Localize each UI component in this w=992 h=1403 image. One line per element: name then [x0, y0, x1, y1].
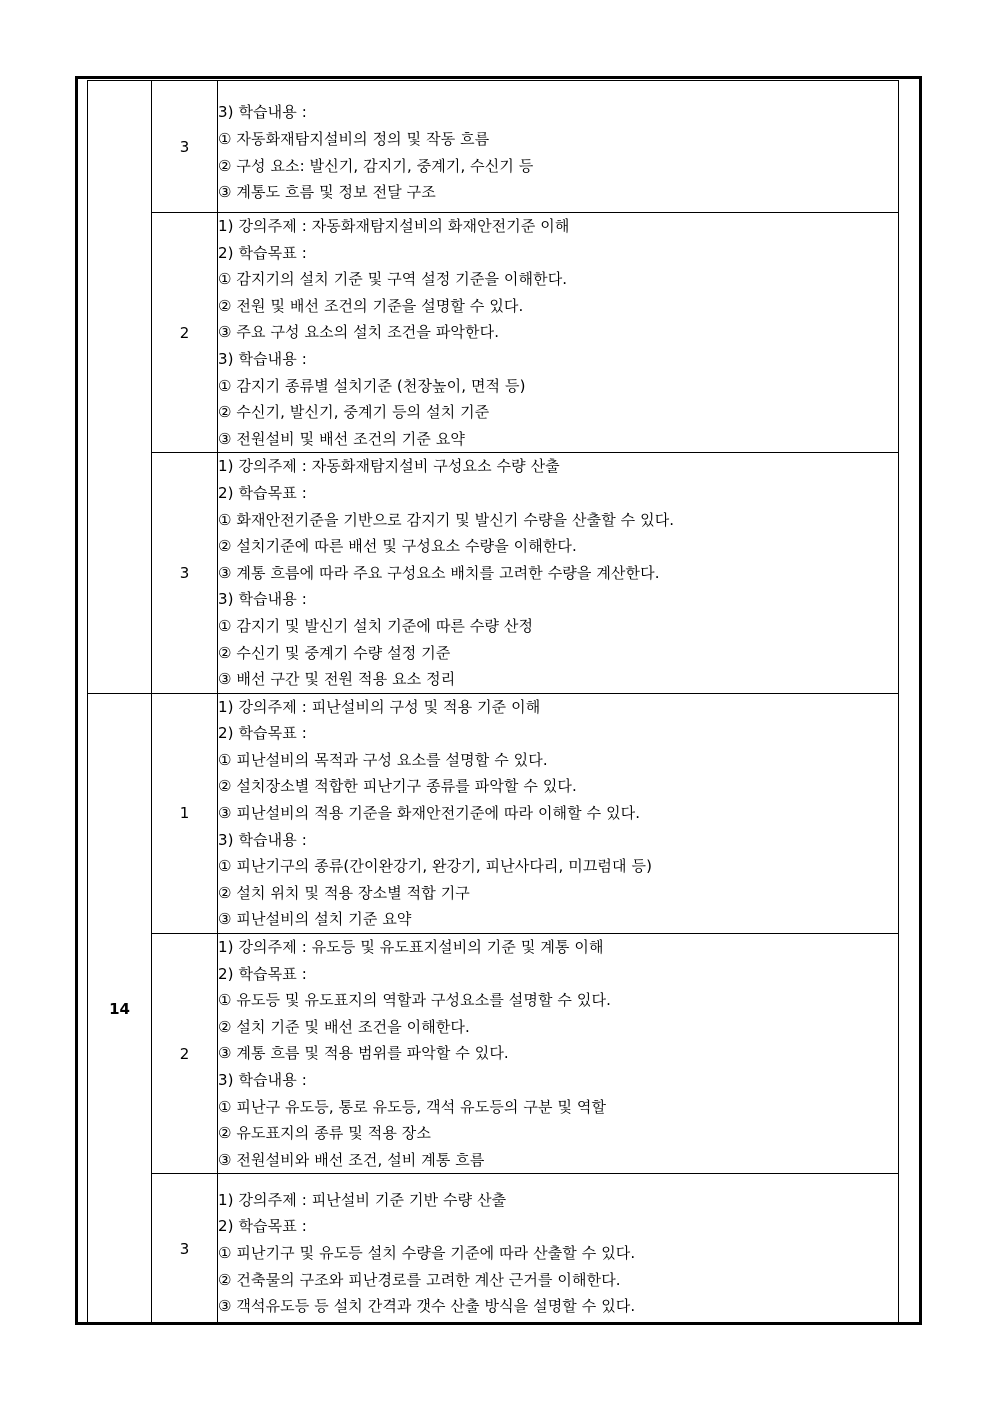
session-row — [88, 1174, 899, 1325]
content-line: ① 화재안전기준을 기반으로 감지기 및 발신기 수량을 산출할 수 있다. — [218, 510, 675, 529]
content-line: 3) 학습내용 : — [218, 830, 307, 849]
session-content — [218, 693, 899, 933]
content-line: ③ 계통 흐름 및 적용 범위를 파악할 수 있다. — [218, 1044, 509, 1063]
content-line: 1) 강의주제 : 자동화재탐지설비의 화재안전기준 이해 — [218, 217, 570, 235]
content-line: 2) 학습목표 : — [218, 724, 307, 743]
content-line: ③ 전원설비 및 배선 조건의 기준 요약 — [218, 429, 466, 448]
session-number: 2 — [152, 934, 218, 1174]
content-line: ② 전원 및 배선 조건의 기준을 설명할 수 있다. — [218, 296, 524, 315]
content-line: ③ 전원설비와 배선 조건, 설비 계통 흐름 — [218, 1150, 485, 1169]
content-line: ③ 계통 흐름에 따라 주요 구성요소 배치를 고려한 수량을 계산한다. — [218, 563, 660, 582]
content-line: ② 수신기, 발신기, 중계기 등의 설치 기준 — [218, 403, 490, 422]
content-line: ③ 주요 구성 요소의 설치 조건을 파악한다. — [218, 323, 500, 342]
content-line: ① 유도등 및 유도표지의 역할과 구성요소를 설명할 수 있다. — [218, 991, 611, 1010]
session-row — [88, 81, 899, 213]
session-row — [88, 934, 899, 1174]
content-line: ① 피난설비의 목적과 구성 요소를 설명할 수 있다. — [218, 750, 548, 769]
content-line: ① 자동화재탐지설비의 정의 및 작동 흐름 — [218, 129, 490, 148]
session-content — [218, 453, 899, 693]
week-number: 14 — [88, 693, 152, 1325]
content-line: ③ 계통도 흐름 및 정보 전달 구조 — [218, 183, 436, 202]
content-line: 1) 강의주제 : 자동화재탐지설비 구성요소 수량 산출 — [218, 457, 560, 476]
content-line: ③ 객석유도등 등 설치 간격과 갯수 산출 방식을 설명할 수 있다. — [218, 1297, 636, 1316]
content-line: 3) 학습내용 : — [218, 1071, 307, 1089]
session-number: 3 — [152, 453, 218, 693]
content-line: ① 감지기의 설치 기준 및 구역 설정 기준을 이해한다. — [218, 270, 568, 289]
session-content — [218, 1174, 899, 1325]
content-line: 1) 강의주제 : 피난설비의 구성 및 적용 기준 이해 — [218, 697, 541, 716]
content-line: 2) 학습목표 : — [218, 964, 307, 983]
session-content — [218, 934, 899, 1174]
session-number: 2 — [152, 213, 218, 453]
content-line: ② 유도표지의 종류 및 적용 장소 — [218, 1124, 431, 1143]
session-content — [218, 81, 899, 213]
content-line: ② 설치 위치 및 적용 장소별 적합 기구 — [218, 883, 470, 902]
content-line: ① 피난기구의 종류(간이완강기, 완강기, 피난사다리, 미끄럼대 등) — [218, 857, 653, 876]
content-line: 1) 강의주제 : 유도등 및 유도표지설비의 기준 및 계통 이해 — [218, 938, 604, 957]
content-line: 1) 강의주제 : 피난설비 기준 기반 수량 산출 — [218, 1190, 507, 1209]
session-row — [88, 213, 899, 453]
content-line: ① 감지기 및 발신기 설치 기준에 따른 수량 산정 — [218, 616, 534, 635]
session-number: 1 — [152, 693, 218, 933]
content-line: ② 수신기 및 중계기 수량 설정 기준 — [218, 643, 451, 662]
content-line: 2) 학습목표 : — [218, 243, 307, 262]
content-line: ② 구성 요소: 발신기, 감지기, 중계기, 수신기 등 — [218, 156, 534, 175]
content-line: 3) 학습내용 : — [218, 590, 307, 609]
session-row — [88, 453, 899, 693]
session-row — [88, 693, 899, 933]
content-line: 2) 학습목표 : — [218, 483, 307, 502]
content-line: ③ 배선 구간 및 전원 적용 요소 정리 — [218, 670, 456, 689]
content-line: ② 설치기준에 따른 배선 및 구성요소 수량을 이해한다. — [218, 537, 577, 556]
week-number — [88, 81, 152, 694]
content-line: 3) 학습내용 : — [218, 349, 307, 368]
session-number: 3 — [152, 1174, 218, 1325]
content-line: ① 피난기구 및 유도등 설치 수량을 기준에 따라 산출할 수 있다. — [218, 1244, 636, 1263]
content-line: ③ 피난설비의 적용 기준을 화재안전기준에 따라 이해할 수 있다. — [218, 804, 641, 823]
content-line: 3) 학습내용 : — [218, 103, 307, 122]
syllabus-table — [87, 80, 899, 1325]
content-line: 2) 학습목표 : — [218, 1217, 307, 1236]
content-line: ② 설치 기준 및 배선 조건을 이해한다. — [218, 1017, 470, 1036]
content-line: ② 건축물의 구조와 피난경로를 고려한 계산 근거를 이해한다. — [218, 1270, 621, 1289]
content-line: ① 피난구 유도등, 통로 유도등, 객석 유도등의 구분 및 역할 — [218, 1097, 607, 1116]
content-line: ③ 피난설비의 설치 기준 요약 — [218, 910, 412, 929]
content-line: ① 감지기 종류별 설치기준 (천장높이, 면적 등) — [218, 376, 526, 395]
session-content — [218, 213, 899, 453]
session-number: 3 — [152, 81, 218, 213]
content-line: ② 설치장소별 적합한 피난기구 종류를 파악할 수 있다. — [218, 777, 577, 796]
